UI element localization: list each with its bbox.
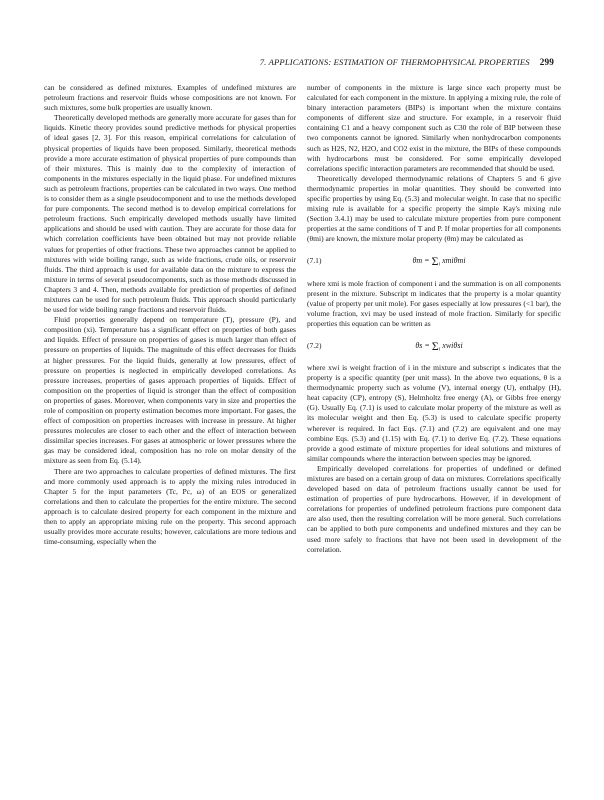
paragraph: Theoretically developed thermodynamic relations of Chapters 5 and 6 give thermodynamic properties in molar quantities. They should be converted into specific properties by using Eq. (5.3) and molecular weight. In case that no specific mixing rule is available for a specific property the simple Kay's mixing rule (Section 3.4.1) may be used to calculate mixture properties from pure component properties at the same conditions of T and P. If molar properties for all components (θmi) are known, the mixture molar property (θm) may be calculated as <box>307 173 561 244</box>
left-column <box>44 83 296 547</box>
equation-lhs: θs = <box>415 340 430 350</box>
equation-rhs: xwiθsi <box>442 340 463 350</box>
running-header <box>44 57 554 67</box>
paragraph: number of components in the mixture is large since each property must be calculated for each component in the mixture. In applying a mixing rule, the role of binary interaction parameters (BIPs) is important when the mixture contains components of different size and structure. For example, in a reservoir fluid containing C1 and a heavy component such as C30 the role of BIP between these two components cannot be ignored. Similarly when nonhydrocarbon components such as H2S, N2, H2O, and CO2 exist in the mixture, the BIPs of these compounds with hydrocarbons must be considered. For some empirically developed correlations specific interaction parameters are recommended that should be used. <box>307 83 561 173</box>
paragraph: Fluid properties generally depend on temperature (T), pressure (P), and composition (xi). Temperature has a significant effect on properties of both gases and liquids. Effect of pressure on properties of gases is much larger than effect of pressure on properties of liquids. The magnitude of this effect decreases for fluids at higher pressures. For the liquid fluids, generally at low pressures, effect of pressure on properties is neglected in empirically developed correlations. As pressure increases, properties of gases approach properties of liquids. Effect of composition on the properties of liquid is stronger than the effect of composition on properties of gases. Moreover, when components vary in size and properties the role of composition on property estimation becomes more important. For gases, the effect of composition on properties increases with increase in pressure. At higher pressures molecules are closer to each other and the effect of interaction between dissimilar species increases. For gases at atmospheric or lower pressures where the gas may be considered ideal, composition has no role on molar density of the mixture as seen from Eq. (5.14). <box>44 315 296 466</box>
equation-7-1 <box>307 251 561 273</box>
summation-symbol: Σ <box>431 338 439 353</box>
paragraph: Empirically developed correlations for properties of undefined or defined mixtures are based on a certain group of data on mixtures. Correlations specifically developed based on data of petroleum fractions usually cannot be used for estimation of properties of pure hydrocarbons. However, if in development of correlations for properties of undefined petroleum fractions pure component data are also used, then the resulting correlation will be more general. Such correlations can be applied to both pure components and undefined mixtures and they can be used more safely to fractions that have not been used in development of the correlation. <box>307 463 561 554</box>
paragraph: where xwi is weight fraction of i in the mixture and subscript s indicates that the property is a specific quantity (per unit mass). In the above two equations, θ is a thermodynamic property such as volume (V), internal energy (U), enthalpy (H), heat capacity (CP), entropy (S), Helmholtz free energy (A), or Gibbs free energy (G). Usually Eq. (7.1) is used to calculate molar property of the mixture as well as its molecular weight and then Eq. (5.3) is used to calculate specific property wherever is required. In fact Eqs. (7.1) and (7.2) are equivalent and one may combine Eqs. (5.3) and (1.15) with Eq. (7.1) to derive Eq. (7.2). These equations provide a good estimate of mixture properties for ideal solutions and mixtures of similar compounds where the interaction between species may be ignored. <box>307 362 561 463</box>
right-column <box>307 83 561 555</box>
paragraph: There are two approaches to calculate properties of defined mixtures. The first and more commonly used approach is to apply the mixing rules introduced in Chapter 5 for the input parameters (Tc, Pc, ω) of an EOS or generalized correlations and then to calculate the properties for the entire mixture. The second approach is to calculate desired property for each component in the mixture and then to apply an appropriate mixing rule on the property. This second approach usually provides more accurate results; however, calculations are more tedious and time-consuming, especially when the <box>44 466 296 547</box>
equation-body <box>347 254 561 269</box>
paragraph: where xmi is mole fraction of component i and the summation is on all components present in the mixture. Subscript m indicates that the property is a molar quantity (value of property per unit mole). For gases especially at low pressures (<1 bar), the volume fraction, xvi may be used instead of mole fraction. Similarly for specific properties this equation can be written as <box>307 278 561 328</box>
equation-number: (7.1) <box>307 256 322 266</box>
paragraph: can be considered as defined mixtures. Examples of undefined mixtures are petroleum fractions and reservoir fluids whose compositions are not known. For such mixtures, some bulk properties are usually known. <box>44 83 296 113</box>
summation-symbol: Σ <box>431 254 439 269</box>
chapter-title: 7. APPLICATIONS: ESTIMATION OF THERMOPHYSICAL PROPERTIES <box>259 57 530 67</box>
equation-rhs: xmiθmi <box>442 256 466 266</box>
page-number: 299 <box>539 57 554 67</box>
equation-number: (7.2) <box>307 340 322 350</box>
summation-index: i <box>438 346 441 353</box>
equation-body <box>347 338 561 353</box>
paragraph: Theoretically developed methods are generally more accurate for gases than for liquids. Kinetic theory provides sound predictive methods for physical properties of ideal gases [2, 3]. For this reason, empirical correlations for calculation of physical properties of liquids have been proposed. Similarly, theoretical methods provide a more accurate estimation of physical properties of pure compounds than of their mixtures. This is mainly due to the complexity of interaction of components in the mixtures especially in the liquid phase. For undefined mixtures such as petroleum fractions, properties can be calculated in two ways. One method is to consider them as a single pseudocomponent and to use the methods developed for pure components. The second method is to develop empirical correlations for petroleum fractions. Such empirically developed methods usually have limited applications and should be used with caution. They are accurate for those data for which correlation coefficients have been obtained but may not provide reliable values for properties of other fractions. These two approaches cannot be applied to mixtures with wide boiling range, such as wide fractions, crude oils, or reservoir fluids. The third approach is used for available data on the mixture to express the mixture in terms of several pseudocomponents, such as those methods discussed in Chapters 3 and 4. Then, methods available for prediction of properties of defined mixtures can be used for such petroleum fluids. This approach should particularly be used for wide boiling range fractions and reservoir fluids. <box>44 113 296 315</box>
equation-7-2 <box>307 335 561 357</box>
equation-lhs: θm = <box>412 256 430 266</box>
summation-index: i <box>438 261 441 268</box>
